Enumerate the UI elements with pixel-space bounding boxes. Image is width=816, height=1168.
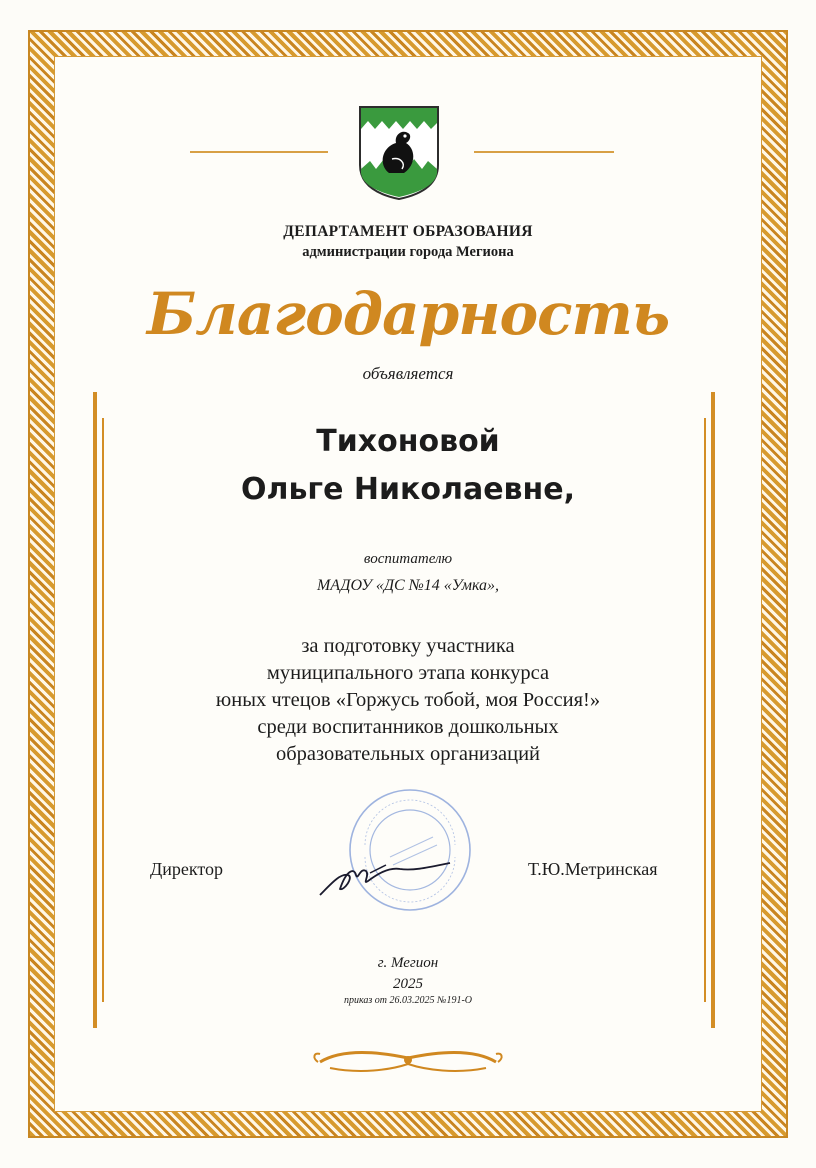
- award-reason: [0, 633, 816, 768]
- reason-line: муниципального этапа конкурса: [266, 662, 550, 684]
- reason-line: среди воспитанников дошкольных: [257, 716, 559, 738]
- signatory-name: Т.Ю.Метринская: [528, 859, 658, 879]
- reason-line: юных чтецов «Горжусь тобой, моя Россия!»: [215, 689, 601, 711]
- recipient-given-names: Ольге Николаевне,: [240, 472, 576, 507]
- issue-city: г. Мегион: [377, 955, 439, 971]
- order-reference: приказ от 26.03.2025 №191-О: [343, 995, 473, 1006]
- department-subtitle: администрации города Мегиона: [302, 244, 514, 260]
- department-name: ДЕПАРТАМЕНТ ОБРАЗОВАНИЯ: [283, 223, 533, 240]
- recipient-surname: Тихоновой: [316, 424, 500, 459]
- city-coat-of-arms-icon: [356, 103, 442, 201]
- issue-year: 2025: [393, 976, 423, 992]
- director-signature: [310, 845, 460, 905]
- declared-text: объявляется: [362, 364, 454, 383]
- reason-line: за подготовку участника: [301, 635, 515, 657]
- reason-line: образовательных организаций: [275, 743, 541, 765]
- bottom-ornament-icon: [310, 1040, 506, 1080]
- recipient-organization: МАДОУ «ДС №14 «Умка»,: [316, 577, 500, 594]
- signatory-title: Директор: [150, 859, 224, 879]
- certificate-title: Благодарность: [146, 280, 670, 348]
- header-line-right: [474, 151, 614, 153]
- recipient-role: воспитателю: [363, 551, 453, 567]
- header-line-left: [190, 151, 328, 153]
